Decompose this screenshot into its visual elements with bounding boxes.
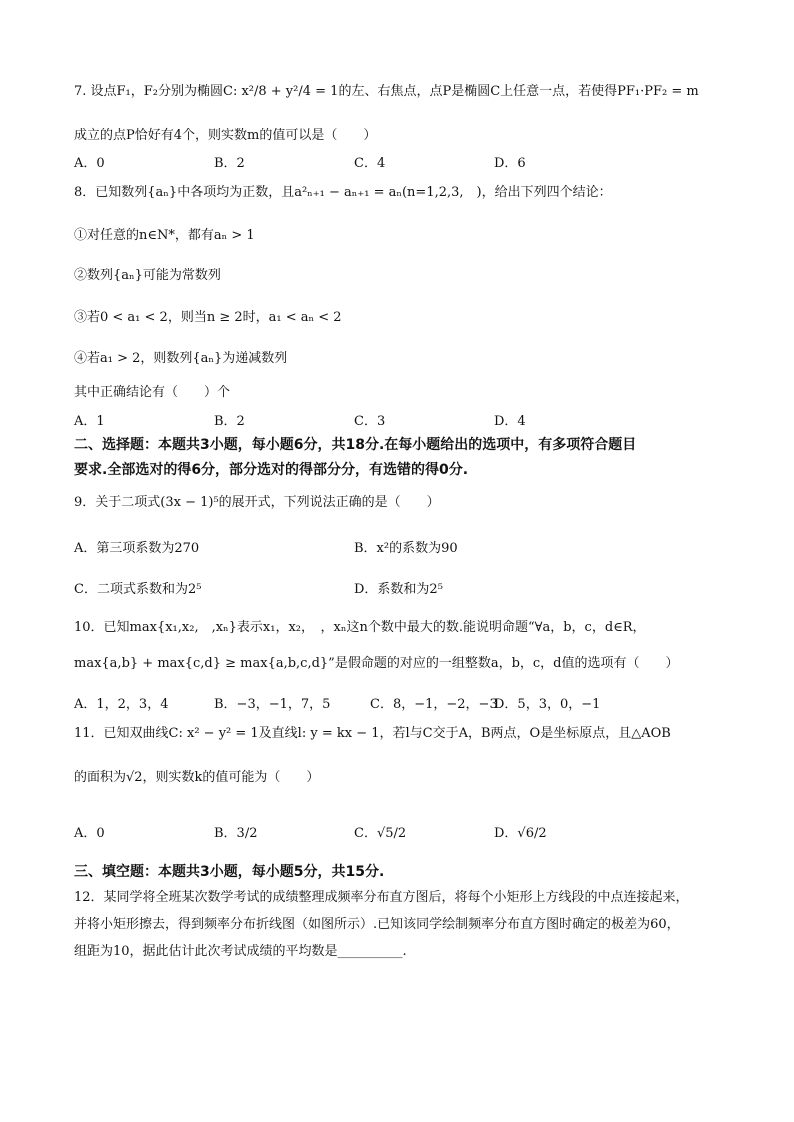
section-2-heading-line2: 要求.全部选对的得6分，部分选对的得部分分，有选错的得0分. xyxy=(74,462,469,478)
q9-stem: 9．关于二项式(3x − 1)⁵的展开式，下列说法正确的是（ ） xyxy=(74,495,440,510)
q11-option-c: C．√5/2 xyxy=(354,826,407,841)
section-2-heading-line1: 二、选择题：本题共3小题，每小题6分，共18分.在每小题给出的选项中，有多项符合题目 xyxy=(74,437,637,453)
q12-stem-line3: 组距为10，据此估计此次考试成绩的平均数是__________. xyxy=(74,944,407,959)
q8-statement-3: ③若0 < a₁ < 2，则当n ≥ 2时，a₁ < aₙ < 2 xyxy=(74,310,342,325)
q11-option-b: B．3/2 xyxy=(214,826,258,841)
q9-option-a: A．第三项系数为270 xyxy=(74,541,200,556)
q8-statement-4: ④若a₁ > 2，则数列{aₙ}为递减数列 xyxy=(74,351,288,366)
q7-option-d: D．6 xyxy=(494,156,526,171)
q9-options-row1 xyxy=(74,537,734,557)
q9-option-d: D．系数和为2⁵ xyxy=(354,582,443,597)
q10-option-b: B．−3，−1，7，5 xyxy=(214,697,331,712)
q11-option-d: D．√6/2 xyxy=(494,826,547,841)
q10-stem-line1: 10．已知max{x₁,x₂, ,xₙ}表示x₁，x₂， ，xₙ这n个数中最大的数.能说明命题“∀a，b，c，d∈R， xyxy=(74,620,646,635)
q9-options-row2 xyxy=(74,578,734,598)
q8-option-b: B．2 xyxy=(214,414,245,429)
section-3-heading: 三、填空题：本题共3小题，每小题5分，共15分. xyxy=(74,864,385,880)
q7-option-b: B．2 xyxy=(214,156,245,171)
q7-stem-line2: 成立的点P恰好有4个，则实数m的值可以是（ ） xyxy=(74,128,377,143)
q12-stem-line2: 并将小矩形擦去，得到频率分布折线图（如图所示）.已知该同学绘制频率分布直方图时确定的极差为60， xyxy=(74,917,680,932)
q11-stem-line1: 11．已知双曲线C: x² − y² = 1及直线l: y = kx − 1，若l与C交于A，B两点，O是坐标原点，且△AOB xyxy=(74,726,671,741)
q10-option-c: C．8，−1，−2，−3 xyxy=(370,697,498,712)
q11-stem-line2: 的面积为√2，则实数k的值可能为（ ） xyxy=(74,770,320,785)
q7-option-a: A．0 xyxy=(74,156,105,171)
q11-options xyxy=(74,822,734,842)
q8-stem: 8．已知数列{aₙ}中各项均为正数，且a²ₙ₊₁ − aₙ₊₁ = aₙ(n=1,2,3, )，给出下列四个结论： xyxy=(74,185,612,200)
q8-ask: 其中正确结论有（ ）个 xyxy=(74,385,231,400)
q9-option-c: C．二项式系数和为2⁵ xyxy=(74,582,202,597)
q10-option-d: D．5，3，0，−1 xyxy=(494,697,601,712)
q8-option-d: D．4 xyxy=(494,414,526,429)
q8-option-a: A．1 xyxy=(74,414,105,429)
q8-options xyxy=(74,410,734,430)
q11-option-a: A．0 xyxy=(74,826,105,841)
q10-options xyxy=(74,693,734,713)
q12-stem-line1: 12．某同学将全班某次数学考试的成绩整理成频率分布直方图后，将每个小矩形上方线段的中点连接起来， xyxy=(74,890,689,905)
q9-option-b: B．x²的系数为90 xyxy=(354,541,458,556)
q8-statement-1: ①对任意的n∈N*，都有aₙ > 1 xyxy=(74,228,255,243)
q7-options xyxy=(74,152,734,172)
q7-option-c: C．4 xyxy=(354,156,386,171)
q10-stem-line2: max{a,b} + max{c,d} ≥ max{a,b,c,d}”是假命题的对应的一组整数a，b，c，d值的选项有（ ） xyxy=(74,656,679,671)
q8-statement-2: ②数列{aₙ}可能为常数列 xyxy=(74,268,221,283)
q8-option-c: C．3 xyxy=(354,414,386,429)
q7-stem-line1: 7. 设点F₁，F₂分别为椭圆C: x²/8 + y²/4 = 1的左、右焦点，点P是椭圆C上任意一点，若使得PF₁·PF₂ = m xyxy=(74,84,699,99)
q10-option-a: A．1，2，3，4 xyxy=(74,697,169,712)
